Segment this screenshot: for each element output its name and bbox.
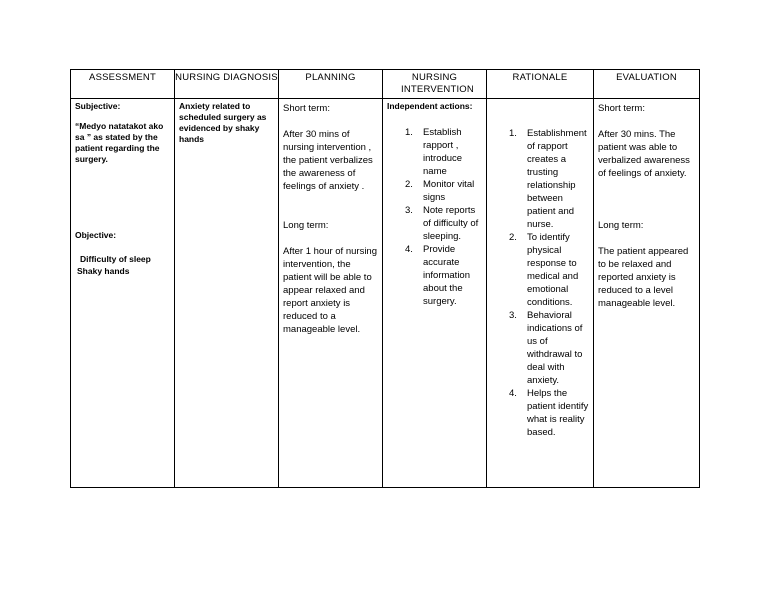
intervention-list — [405, 126, 483, 308]
nursing-care-plan-table — [70, 69, 700, 488]
evaluation-long-label: Long term: — [598, 220, 644, 231]
subjective-label: Subjective: — [75, 101, 121, 111]
header-assessment: ASSESSMENT — [71, 70, 175, 99]
list-item: 3. Note reports of difficulty of sleeping. — [405, 205, 479, 242]
planning-short-text: After 30 mins of nursing intervention , the patient verbalizes the awareness of feelings of anxiety . — [283, 129, 373, 192]
header-nursing-diagnosis: NURSING DIAGNOSIS — [175, 70, 279, 99]
objective-item-2: Shaky hands — [77, 266, 130, 276]
assessment-cell — [71, 99, 175, 488]
objective-item-1: Difficulty of sleep — [80, 254, 151, 264]
planning-long-text: After 1 hour of nursing intervention, the patient will be able to appear relaxed and report anxiety is reduced to a manageable level. — [283, 246, 377, 335]
header-evaluation: EVALUATION — [594, 70, 700, 99]
diagnosis-text: Anxiety related to scheduled surgery as evidenced by shaky hands — [179, 101, 267, 144]
content-row — [71, 99, 700, 488]
intervention-cell — [383, 99, 487, 488]
diagnosis-cell — [175, 99, 279, 488]
list-item: 1. Establishment of rapport creates a trusting relationship between patient and nurse. — [509, 128, 587, 230]
planning-cell — [279, 99, 383, 488]
intervention-label: Independent actions: — [387, 101, 473, 111]
list-item: 2. Monitor vital signs — [405, 179, 475, 203]
list-item: 4. Provide accurate information about the surgery. — [405, 244, 470, 307]
list-item: 2. To identify physical response to medical and emotional conditions. — [509, 232, 579, 308]
list-item: 1. Establish rapport , introduce name — [405, 127, 463, 177]
planning-short-label: Short term: — [283, 103, 330, 114]
evaluation-short-text: After 30 mins. The patient was able to verbalized awareness of feelings of anxiety. — [598, 129, 690, 179]
objective-label: Objective: — [75, 230, 117, 240]
list-item: 4. Helps the patient identify what is reality based. — [509, 388, 589, 438]
header-planning: PLANNING — [279, 70, 383, 99]
evaluation-short-label: Short term: — [598, 103, 645, 114]
planning-long-label: Long term: — [283, 220, 329, 231]
rationale-cell — [487, 99, 594, 488]
evaluation-long-text: The patient appeared to be relaxed and reported anxiety is reduced to a level manageable level. — [598, 246, 689, 309]
list-item: 3. Behavioral indications of us of withdrawal to deal with anxiety. — [509, 310, 583, 386]
header-nursing-intervention: NURSING INTERVENTION — [383, 70, 487, 99]
header-row — [71, 70, 700, 99]
evaluation-cell — [594, 99, 700, 488]
rationale-list — [509, 127, 589, 439]
subjective-text: “Medyo natatakot ako sa ” as stated by the patient regarding the surgery. — [75, 121, 164, 164]
header-rationale: RATIONALE — [487, 70, 594, 99]
